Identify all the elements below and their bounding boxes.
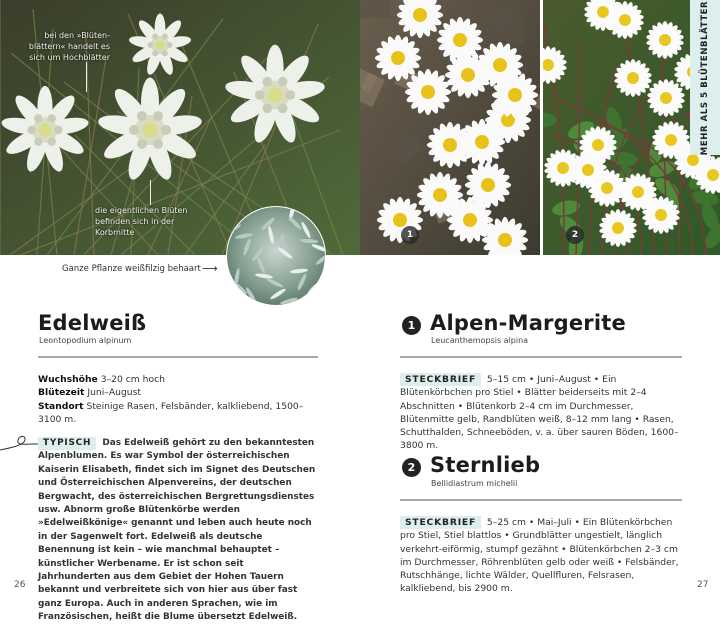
inset-photo-whole-plant [226,206,326,306]
page-number-left: 26 [14,580,26,590]
page-number-right: 27 [697,580,709,590]
divider-rule [38,356,318,358]
species-latin-sternlieb: Bellidiastrum michelii [431,479,518,488]
caption-leader-line [86,62,87,92]
species-number-2: 2 [402,458,421,477]
typisch-paragraph [38,437,316,625]
photo-caption-florets: die eigentlichen Blüten befinden sich in der Korbmitte [95,206,188,237]
photo-caption-bracts: bei den »Blüten-blättern« handelt es sich um Hochblätter [28,31,110,62]
species-title-edelweiss: Edelweiß [38,311,147,335]
species-latin-edelweiss: Leontopodium alpinum [39,336,132,345]
species-title-alpen-margerite: Alpen-Margerite [430,311,626,335]
fact-bloom: Blütezeit Juni–August [38,387,142,399]
caption-leader-line [150,180,151,205]
divider-rule [400,356,682,358]
arrow-right-icon: ⟶ [202,262,218,275]
species-number-1: 1 [402,316,421,335]
divider-rule [400,499,682,501]
species-title-sternlieb: Sternlieb [430,453,541,477]
photo-number-badge-1: 1 [401,226,419,244]
typisch-text: Das Edelweiß gehört zu den bekanntesten Alpenblumen. Es war Symbol der österreichischen Kaiserin Elisabeth, findet sich im Signet des Deutschen und Österreichischen Alpenvereins, der deutschen Bergwacht, des österreichischen Bergrettungsdienstes usw. Abnorm große Blütenkörbe werden »Edelweißkönige« genannt und leben auch heute noch in der Sagenwelt fort. Edelweiß als deutsche Benennung ist kein – wie manchmal behauptet – künstlicher Werbename. Er ist schon seit Jahrhunderten aus dem Gebiet der Hohen Tauern bekannt und verbreitete sich von hier aus über fast ganz Europa. Auch in anderen Sprachen, wie im Französischen, heißt die Blume übersetzt Edelweiß. [38,438,316,623]
species-latin-alpen-margerite: Leucanthemopsis alpina [431,336,529,345]
photo-number-badge-2: 2 [566,226,584,244]
steckbrief-tag: STECKBRIEF [400,516,481,529]
side-tab-label: MEHR ALS 5 BLÜTENBLÄTTER [700,0,710,156]
steckbrief-sternlieb [400,516,690,596]
alpen-margerite-photo [360,0,540,255]
fact-height: Wuchshöhe 3–20 cm hoch [38,374,165,385]
steckbrief-alpen-margerite [400,373,690,453]
steckbrief-text: 5–15 cm • Juni–August • Ein Blütenkörbchen pro Stiel • Blätter beiderseits mit 2–4 Abschnitten • Blütenkorb 2–4 cm im Durchmesser, Blütenmitte gelb, Randblüten weiß, 8–12 mm lang • Rasen, Schutthalden, Schneeböden, v. a. über sauren Böden, 1600–3800 m. [400,374,679,452]
side-tab [690,0,720,155]
inset-caption: Ganze Pflanze weißfilzig behaart [62,264,201,274]
typisch-tag: TYPISCH [38,437,96,450]
fact-location: Standort Steinige Rasen, Felsbänder, kalkliebend, 1500–3100 m. [38,400,304,425]
facts-list [38,373,318,426]
steckbrief-text: 5–25 cm • Mai–Juli • Ein Blütenkörbchen pro Stiel, Stiel blattlos • Grundblätter ungestielt, länglich verkehrt-eiförmig, stumpf gezähnt • Blütenkörbchen 2–3 cm im Durchmesser, Röhrenblüten gelb oder weiß • Felsbänder, Rutschhänge, lichte Wälder, Quellfluren, Felsrasen, kalkliebend, bis 2900 m. [400,517,679,595]
steckbrief-tag: STECKBRIEF [400,373,481,386]
